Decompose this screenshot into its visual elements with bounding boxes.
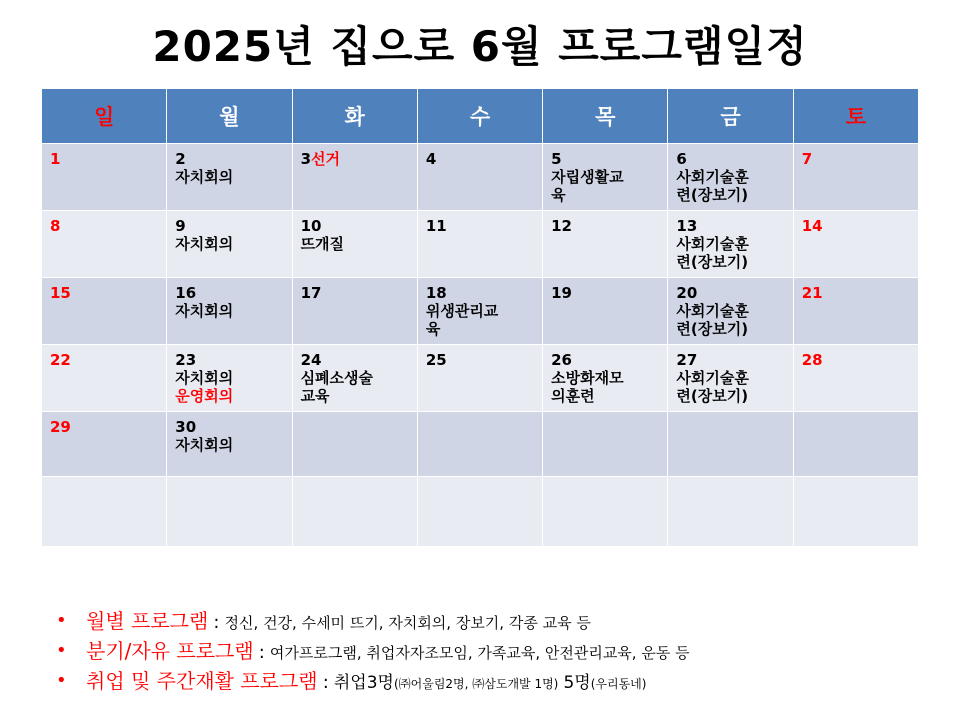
calendar-day-cell <box>167 345 292 412</box>
day-line <box>551 150 659 168</box>
note-label: 월별 프로그램 <box>86 609 209 633</box>
calendar-week-row <box>42 144 919 211</box>
calendar-week-row <box>42 278 919 345</box>
day-line <box>676 217 784 235</box>
bullet-icon: • <box>56 640 67 661</box>
day-number: 21 <box>801 284 823 302</box>
calendar-day-cell <box>167 211 292 278</box>
calendar-day-cell <box>668 278 793 345</box>
event-text: 자치회의 <box>175 235 234 253</box>
event-text: 자치회의 <box>175 302 234 320</box>
calendar-day-cell <box>793 477 918 547</box>
event-text: 사회기술훈 <box>676 302 749 320</box>
calendar-day-cell <box>417 278 542 345</box>
calendar-day-cell <box>292 477 417 547</box>
day-number: 7 <box>801 150 813 168</box>
event-text: 련(장보기) <box>676 253 749 271</box>
day-number: 23 <box>175 351 197 369</box>
note-separator: : <box>322 672 329 693</box>
note-employment-detail: (㈜어울림2명, ㈜삼도개발 1명) <box>393 677 559 691</box>
weekday-thu: 목 <box>543 89 668 144</box>
calendar-day-cell <box>543 278 668 345</box>
weekday-mon: 월 <box>167 89 292 144</box>
day-number: 15 <box>50 284 71 302</box>
day-line <box>676 150 784 168</box>
note-quarterly <box>56 636 936 666</box>
day-line <box>50 351 158 369</box>
event-text: 련(장보기) <box>676 320 749 338</box>
event-text: 자치회의 <box>175 168 234 186</box>
event-text: 육 <box>551 186 566 204</box>
day-line <box>802 351 910 369</box>
day-number: 9 <box>175 217 186 235</box>
day-line <box>551 351 659 369</box>
day-number: 17 <box>300 284 322 302</box>
program-notes-list <box>56 606 936 696</box>
event-text: 사회기술훈 <box>676 235 749 253</box>
calendar-day-cell <box>793 278 918 345</box>
note-label: 취업 및 주간재활 프로그램 <box>86 669 318 693</box>
calendar-day-cell <box>292 211 417 278</box>
event-text: 교육 <box>300 387 330 405</box>
day-line <box>175 150 283 168</box>
page-title: 2025년 집으로 6월 프로그램일정 <box>152 22 808 71</box>
weekday-wed: 수 <box>417 89 542 144</box>
note-employment-count: 취업3명 <box>333 673 394 693</box>
calendar-day-cell <box>167 412 292 477</box>
day-number: 20 <box>676 284 698 302</box>
day-number: 22 <box>50 351 71 369</box>
weekday-sun: 일 <box>42 89 167 144</box>
weekday-header-row <box>42 89 919 144</box>
calendar-table <box>41 88 919 547</box>
note-description: 여가프로그램, 취업자자조모임, 가족교육, 안전관리교육, 운동 등 <box>269 644 690 662</box>
note-day-rehab-count: 5명 <box>563 673 591 693</box>
day-number: 14 <box>801 217 823 235</box>
day-number: 16 <box>175 284 197 302</box>
day-number: 1 <box>50 150 61 168</box>
weekday-sat: 토 <box>793 89 918 144</box>
day-number: 6 <box>676 150 687 168</box>
calendar-day-cell <box>42 278 167 345</box>
calendar-week-row <box>42 345 919 412</box>
day-number: 2 <box>175 150 186 168</box>
day-number: 4 <box>425 150 437 168</box>
day-line <box>802 217 910 235</box>
calendar-day-cell <box>167 278 292 345</box>
day-number: 11 <box>425 217 447 235</box>
note-separator: : <box>258 642 265 663</box>
day-number: 3 <box>300 150 311 168</box>
event-text: 련(장보기) <box>676 186 749 204</box>
day-line <box>50 217 158 235</box>
day-line <box>301 150 409 168</box>
day-number: 24 <box>300 351 322 369</box>
day-number: 27 <box>676 351 698 369</box>
day-line <box>175 284 283 302</box>
calendar-day-cell <box>668 477 793 547</box>
day-line <box>676 351 784 369</box>
note-description: 정신, 건강, 수세미 뜨기, 자치회의, 장보기, 각종 교육 등 <box>224 614 591 632</box>
calendar-day-cell <box>167 477 292 547</box>
day-number: 26 <box>551 351 572 369</box>
event-text: 육 <box>425 320 441 338</box>
day-number: 28 <box>801 351 823 369</box>
event-text: 자치회의 <box>175 369 234 387</box>
day-line <box>802 284 910 302</box>
note-day-rehab-detail: (우리동네) <box>590 677 647 691</box>
day-line <box>426 284 534 302</box>
calendar-day-cell <box>167 144 292 211</box>
calendar-day-cell <box>292 144 417 211</box>
day-number: 30 <box>175 418 197 436</box>
calendar-day-cell <box>42 144 167 211</box>
note-label: 분기/자유 프로그램 <box>86 639 254 663</box>
day-number: 5 <box>551 150 562 168</box>
event-text: 소방화재모 <box>551 369 624 387</box>
note-employment <box>56 666 936 696</box>
calendar-day-cell <box>793 345 918 412</box>
day-line <box>50 284 158 302</box>
day-line <box>676 284 784 302</box>
calendar-day-cell <box>668 412 793 477</box>
calendar-day-cell <box>417 211 542 278</box>
note-monthly <box>56 606 936 636</box>
day-number: 29 <box>50 418 71 436</box>
weekday-fri: 금 <box>668 89 793 144</box>
calendar-day-cell <box>417 345 542 412</box>
day-line <box>426 217 534 235</box>
day-number: 10 <box>300 217 322 235</box>
calendar-week-row <box>42 412 919 477</box>
calendar-day-cell <box>42 477 167 547</box>
note-separator: : <box>213 612 220 633</box>
calendar-week-row <box>42 477 919 547</box>
calendar-day-cell <box>793 211 918 278</box>
event-text: 자치회의 <box>175 436 234 454</box>
day-number: 8 <box>50 217 61 235</box>
day-event-inline: 선거 <box>311 150 340 168</box>
day-line <box>551 284 659 302</box>
event-text: 련(장보기) <box>676 387 749 405</box>
day-line <box>50 150 158 168</box>
day-line <box>175 351 283 369</box>
calendar-day-cell <box>543 477 668 547</box>
calendar-day-cell <box>417 144 542 211</box>
day-number: 18 <box>425 284 447 302</box>
calendar-day-cell <box>543 345 668 412</box>
day-line <box>301 217 409 235</box>
calendar-day-cell <box>543 211 668 278</box>
event-text: 뜨개질 <box>300 235 345 253</box>
calendar-day-cell <box>417 412 542 477</box>
day-line <box>551 217 659 235</box>
calendar-day-cell <box>292 412 417 477</box>
bullet-icon: • <box>56 610 67 631</box>
event-text: 사회기술훈 <box>676 168 749 186</box>
calendar-day-cell <box>668 144 793 211</box>
calendar-day-cell <box>42 211 167 278</box>
day-line <box>802 150 910 168</box>
event-text: 의훈련 <box>551 387 595 405</box>
calendar-day-cell <box>42 345 167 412</box>
day-number: 25 <box>425 351 447 369</box>
calendar-day-cell <box>543 144 668 211</box>
event-text: 자립생활교 <box>551 168 624 186</box>
day-line <box>426 150 534 168</box>
bullet-icon: • <box>56 670 67 691</box>
calendar-day-cell <box>668 211 793 278</box>
day-line <box>426 351 534 369</box>
calendar-day-cell <box>292 278 417 345</box>
day-line <box>301 351 409 369</box>
calendar-day-cell <box>543 412 668 477</box>
calendar-day-cell <box>793 412 918 477</box>
day-number: 12 <box>551 217 572 235</box>
weekday-tue: 화 <box>292 89 417 144</box>
calendar-day-cell <box>793 144 918 211</box>
calendar-day-cell <box>417 477 542 547</box>
day-line <box>301 284 409 302</box>
calendar-day-cell <box>42 412 167 477</box>
calendar-day-cell <box>292 345 417 412</box>
event-text: 위생관리교 <box>425 302 499 320</box>
calendar-day-cell <box>668 345 793 412</box>
day-line <box>175 418 283 436</box>
event-text-highlight: 운영회의 <box>175 387 234 405</box>
event-text: 심폐소생술 <box>300 369 374 387</box>
day-number: 13 <box>676 217 698 235</box>
day-number: 19 <box>551 284 572 302</box>
calendar-week-row <box>42 211 919 278</box>
event-text: 사회기술훈 <box>676 369 749 387</box>
day-line <box>175 217 283 235</box>
day-line <box>50 418 158 436</box>
